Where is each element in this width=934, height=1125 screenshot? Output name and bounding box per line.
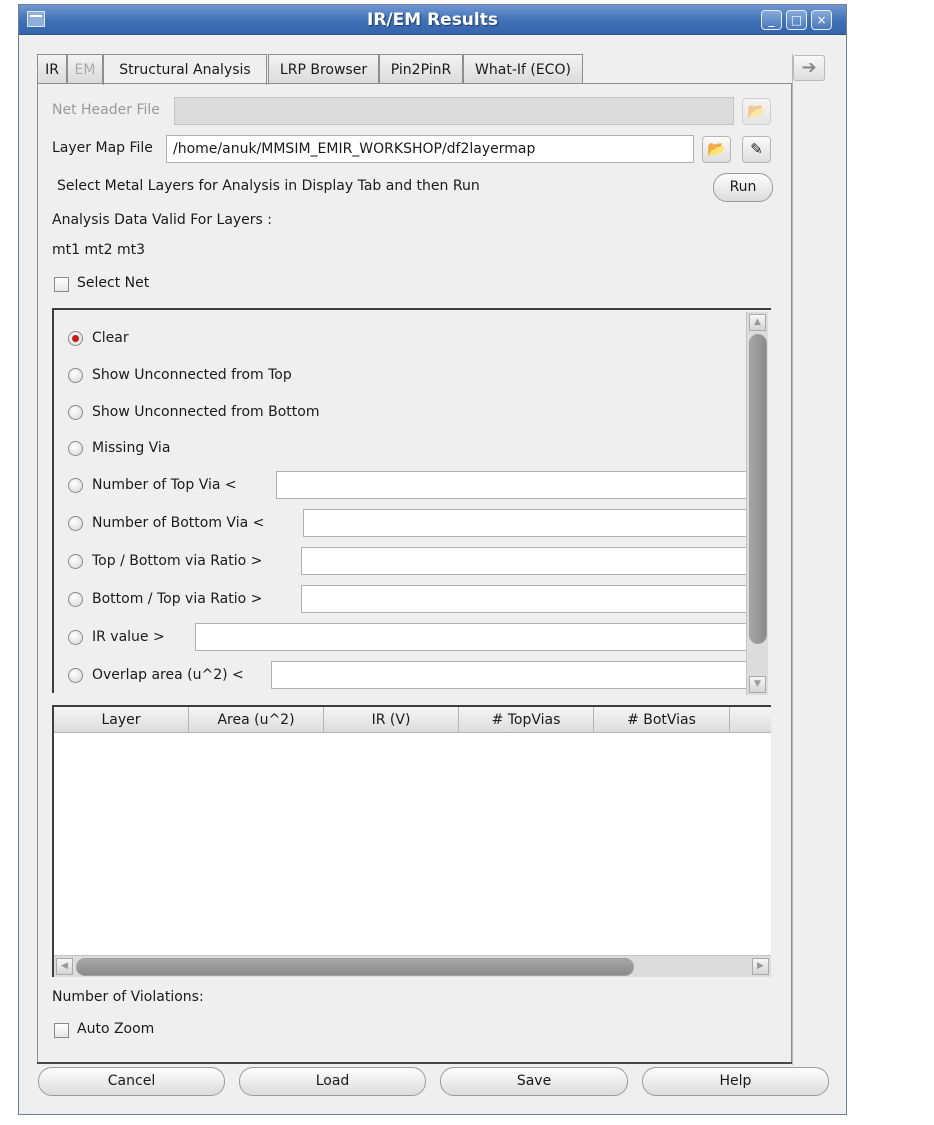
radio-button[interactable] — [68, 668, 83, 683]
scroll-down-arrow-icon[interactable]: ▼ — [749, 676, 766, 693]
radio-button[interactable] — [68, 441, 83, 456]
option-label: Number of Bottom Via < — [92, 515, 265, 531]
radio-button[interactable] — [68, 630, 83, 645]
net-header-file-field — [174, 97, 734, 125]
radio-button[interactable] — [68, 368, 83, 383]
folder-open-icon: 📂 — [707, 140, 726, 158]
tab-lrp-browser[interactable]: LRP Browser — [268, 54, 379, 84]
scroll-thumb[interactable] — [76, 958, 634, 976]
option-label: Clear — [92, 330, 129, 346]
options-vertical-scrollbar[interactable] — [746, 312, 768, 695]
option-overlap-area[interactable] — [68, 661, 758, 691]
tab-pin2pinr[interactable]: Pin2PinR — [379, 54, 463, 84]
instruction-text: Select Metal Layers for Analysis in Display Tab and then Run — [57, 178, 480, 194]
column-header-layer[interactable]: Layer — [54, 707, 189, 733]
net-header-browse-button — [742, 98, 771, 125]
select-net-label: Select Net — [77, 275, 150, 291]
option-label: Number of Top Via < — [92, 477, 237, 493]
select-net-checkbox[interactable] — [54, 277, 69, 292]
maximize-icon[interactable]: □ — [786, 10, 807, 30]
column-header-bot-vias[interactable]: # BotVias — [594, 707, 730, 733]
scroll-right-arrow-icon[interactable]: ▶ — [752, 958, 769, 975]
tab-structural-analysis[interactable]: Structural Analysis — [103, 54, 267, 85]
check-options-group — [52, 308, 771, 693]
help-button[interactable]: Help — [642, 1067, 829, 1096]
load-button[interactable]: Load — [239, 1067, 426, 1096]
layer-map-file-label: Layer Map File — [52, 140, 153, 156]
column-header-area[interactable]: Area (u^2) — [189, 707, 324, 733]
panel-divider — [792, 54, 793, 1065]
option-bottom-top-ratio[interactable] — [68, 585, 758, 615]
scroll-left-arrow-icon[interactable]: ◀ — [56, 958, 73, 975]
table-horizontal-scrollbar[interactable] — [54, 955, 771, 977]
overlap-area-input[interactable] — [271, 661, 753, 689]
tab-ir[interactable]: IR — [37, 54, 67, 84]
option-label: Top / Bottom via Ratio > — [92, 553, 263, 569]
option-number-bottom-via[interactable] — [68, 509, 758, 539]
scroll-thumb[interactable] — [749, 334, 767, 644]
radio-button[interactable] — [68, 554, 83, 569]
tab-em: EM — [67, 54, 103, 84]
cancel-button[interactable]: Cancel — [38, 1067, 225, 1096]
option-label: Show Unconnected from Bottom — [92, 404, 320, 420]
option-label: Show Unconnected from Top — [92, 367, 292, 383]
scroll-up-arrow-icon[interactable]: ▲ — [749, 314, 766, 331]
auto-zoom-checkbox[interactable] — [54, 1023, 69, 1038]
radio-button[interactable] — [68, 592, 83, 607]
column-header-top-vias[interactable]: # TopVias — [459, 707, 594, 733]
save-button[interactable]: Save — [440, 1067, 628, 1096]
minimize-icon[interactable]: _ — [761, 10, 782, 30]
auto-zoom-label: Auto Zoom — [77, 1021, 155, 1037]
layer-map-edit-button[interactable] — [742, 136, 771, 163]
option-number-top-via[interactable] — [68, 471, 758, 501]
layer-map-file-field[interactable]: /home/anuk/MMSIM_EMIR_WORKSHOP/df2layermap — [166, 135, 694, 163]
table-header — [54, 707, 771, 733]
close-icon[interactable]: × — [811, 10, 832, 30]
net-header-file-label: Net Header File — [52, 102, 160, 118]
top-bottom-ratio-input[interactable] — [301, 547, 753, 575]
number-bottom-via-input[interactable] — [303, 509, 753, 537]
option-label: Bottom / Top via Ratio > — [92, 591, 263, 607]
option-top-bottom-ratio[interactable] — [68, 547, 758, 577]
layer-map-browse-button[interactable] — [702, 136, 731, 163]
radio-button[interactable] — [68, 331, 83, 346]
valid-layers-value: mt1 mt2 mt3 — [52, 242, 146, 258]
run-button[interactable]: Run — [713, 173, 773, 202]
title-bar[interactable] — [19, 5, 846, 35]
ir-em-results-window — [18, 4, 847, 1115]
forward-arrow-icon[interactable]: ➔ — [793, 55, 825, 81]
window-title: IR/EM Results — [367, 10, 498, 30]
tab-what-if-eco[interactable]: What-If (ECO) — [463, 54, 583, 84]
option-label: Missing Via — [92, 440, 171, 456]
column-header-ir[interactable]: IR (V) — [324, 707, 459, 733]
panel-bottom-edge — [37, 1062, 792, 1064]
ir-value-input[interactable] — [195, 623, 753, 651]
violations-label: Number of Violations: — [52, 989, 204, 1005]
radio-button[interactable] — [68, 405, 83, 420]
folder-open-icon: 📂 — [747, 102, 766, 120]
edit-icon: ✎ — [750, 140, 763, 158]
option-ir-value[interactable] — [68, 623, 758, 653]
analysis-valid-label: Analysis Data Valid For Layers : — [52, 212, 273, 228]
results-table — [52, 705, 771, 977]
number-top-via-input[interactable] — [276, 471, 753, 499]
radio-button[interactable] — [68, 516, 83, 531]
option-label: Overlap area (u^2) < — [92, 667, 244, 683]
option-label: IR value > — [92, 629, 165, 645]
radio-button[interactable] — [68, 478, 83, 493]
bottom-top-ratio-input[interactable] — [301, 585, 753, 613]
